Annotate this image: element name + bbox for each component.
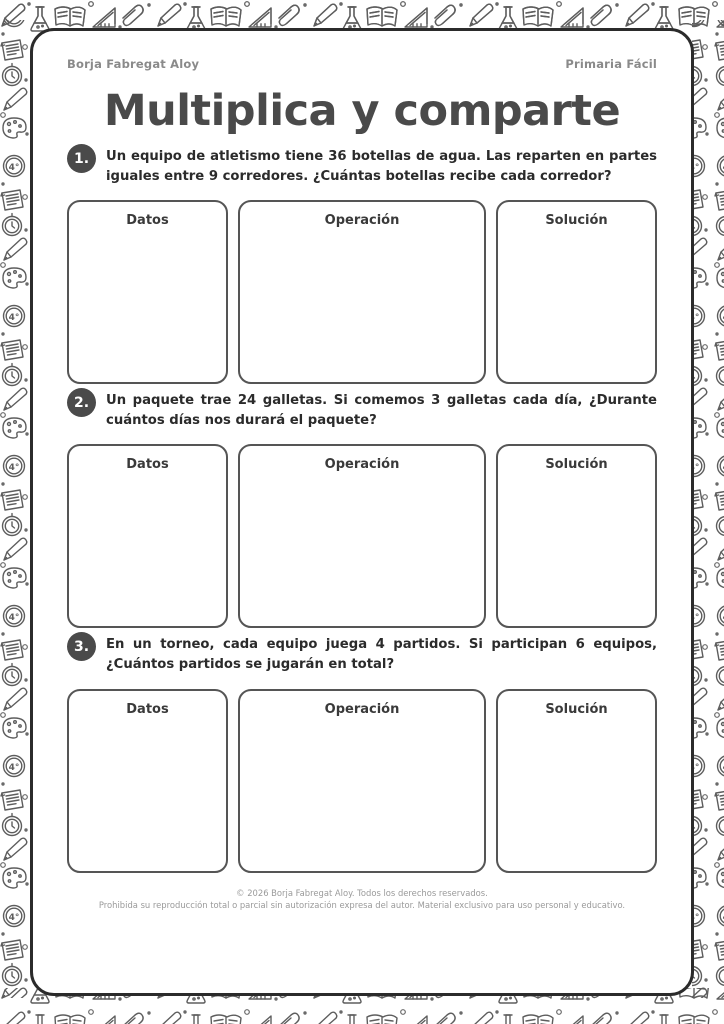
problem-2-datos-box[interactable] <box>67 444 228 628</box>
solucion-label: Solución <box>545 457 608 473</box>
problem-2-number-badge: 2. <box>67 388 96 417</box>
problem-2 <box>67 390 657 628</box>
problem-3-operacion-box[interactable] <box>238 689 486 873</box>
problem-1-head <box>67 146 657 187</box>
worksheet-header <box>67 53 657 75</box>
problem-3-head <box>67 634 657 675</box>
problem-1-number-badge: 1. <box>67 144 96 173</box>
author-name: Borja Fabregat Aloy <box>67 57 200 71</box>
worksheet-footer <box>67 887 657 912</box>
problem-2-operacion-box[interactable] <box>238 444 486 628</box>
usage-terms-line: Prohibida su reproducción total o parcial sin autorización expresa del autor. Material exclusivo para uso personal y educativo. <box>98 900 626 911</box>
problem-3-answer-boxes <box>67 689 657 873</box>
datos-label: Datos <box>126 213 169 229</box>
solucion-label: Solución <box>545 701 608 717</box>
brand-name: Primaria Fácil <box>565 57 657 71</box>
problem-1-solucion-box[interactable] <box>496 200 657 384</box>
datos-label: Datos <box>126 701 169 717</box>
problem-3-number-badge: 3. <box>67 632 96 661</box>
problem-1-statement: Un equipo de atletismo tiene 36 botellas de agua. Las reparten en partes iguales entre 9 corredores. ¿Cuántas botellas recibe cada corredor? <box>106 149 657 185</box>
problem-3-solucion-box[interactable] <box>496 689 657 873</box>
operacion-label: Operación <box>324 457 400 473</box>
solucion-label: Solución <box>545 213 608 229</box>
datos-label: Datos <box>126 457 169 473</box>
problem-1 <box>67 146 657 384</box>
operacion-label: Operación <box>324 701 400 717</box>
problem-3 <box>67 634 657 872</box>
worksheet-page <box>30 28 694 996</box>
problem-1-operacion-box[interactable] <box>238 200 486 384</box>
problem-1-answer-boxes <box>67 200 657 384</box>
problem-2-head <box>67 390 657 431</box>
problem-2-statement: Un paquete trae 24 galletas. Si comemos 3 galletas cada día, ¿Durante cuántos días nos durará el paquete? <box>106 393 657 429</box>
operacion-label: Operación <box>324 213 400 229</box>
problem-1-datos-box[interactable] <box>67 200 228 384</box>
problem-3-statement: En un torneo, cada equipo juega 4 partidos. Si participan 6 equipos, ¿Cuántos partidos se jugarán en total? <box>106 637 657 673</box>
problem-2-solucion-box[interactable] <box>496 444 657 628</box>
copyright-line: © 2026 Borja Fabregat Aloy. Todos los derechos reservados. <box>236 887 488 898</box>
problem-2-answer-boxes <box>67 444 657 628</box>
page-title: Multiplica y comparte <box>103 86 621 136</box>
problem-3-datos-box[interactable] <box>67 689 228 873</box>
